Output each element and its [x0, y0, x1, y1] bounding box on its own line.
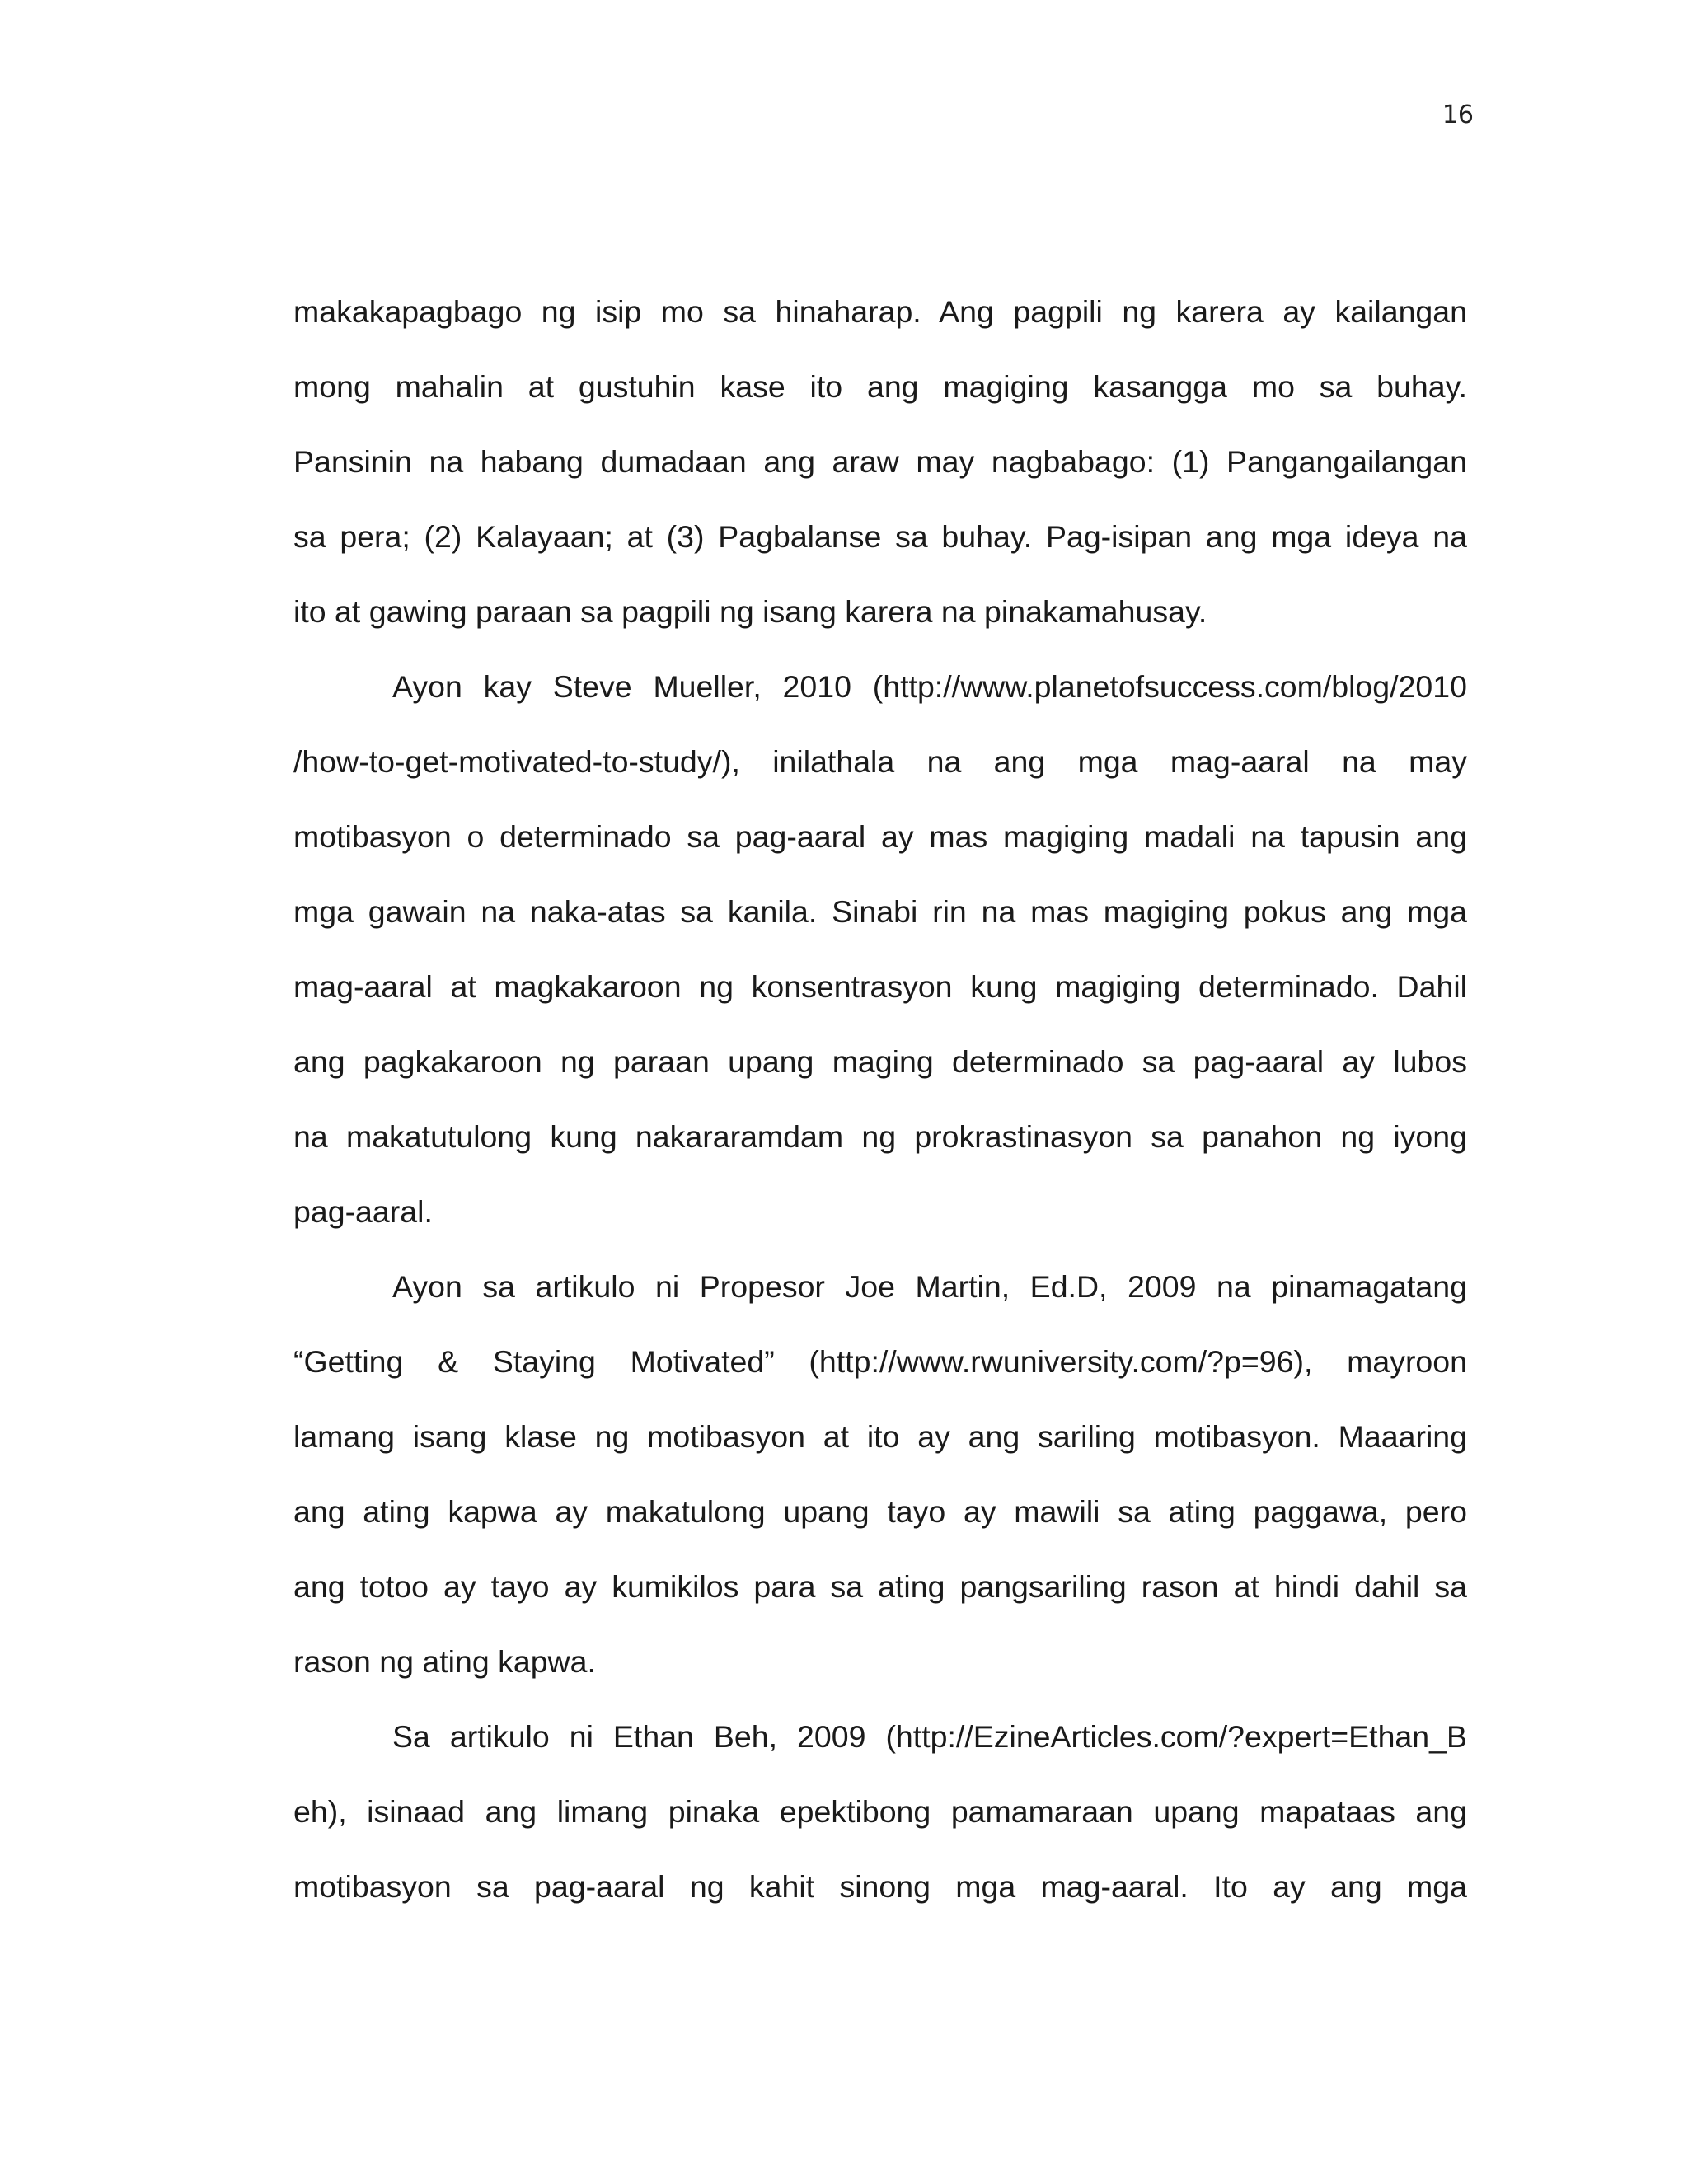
text-line: mga gawain na naka-atas sa kanila. Sinabi rin na mas magiging pokus ang mga [293, 894, 1467, 929]
text-line: na makatutulong kung nakararamdam ng prokrastinasyon sa panahon ng iyong [293, 1119, 1467, 1154]
page-number: 16 [1442, 101, 1474, 129]
text-line: rason ng ating kapwa. [293, 1644, 596, 1679]
text-line: ang pagkakaroon ng paraan upang maging determinado sa pag-aaral ay lubos [293, 1044, 1467, 1079]
text-line: mong mahalin at gustuhin kase ito ang magiging kasangga mo sa buhay. [293, 369, 1467, 404]
text-line: mag-aaral at magkakaroon ng konsentrasyon kung magiging determinado. Dahil [293, 969, 1467, 1004]
text-line: /how-to-get-motivated-to-study/), inilathala na ang mga mag-aaral na may [293, 744, 1467, 779]
text-line: Ayon sa artikulo ni Propesor Joe Martin, Ed.D, 2009 na pinamagatang [392, 1269, 1467, 1304]
text-line: “Getting & Staying Motivated” (http://www.rwuniversity.com/?p=96), mayroon [293, 1344, 1467, 1379]
text-line: motibasyon sa pag-aaral ng kahit sinong mga mag-aaral. Ito ay ang mga [293, 1869, 1467, 1904]
text-line: pag-aaral. [293, 1194, 433, 1229]
text-line: sa pera; (2) Kalayaan; at (3) Pagbalanse sa buhay. Pag-isipan ang mga ideya na [293, 519, 1467, 554]
text-line: Ayon kay Steve Mueller, 2010 (http://www.planetofsuccess.com/blog/2010 [392, 669, 1467, 704]
text-line: Pansinin na habang dumadaan ang araw may nagbabago: (1) Pangangailangan [293, 444, 1467, 479]
body-text [293, 287, 1467, 1937]
text-line: motibasyon o determinado sa pag-aaral ay mas magiging madali na tapusin ang [293, 819, 1467, 854]
text-line: ang ating kapwa ay makatulong upang tayo ay mawili sa ating paggawa, pero [293, 1494, 1467, 1529]
text-line: Sa artikulo ni Ethan Beh, 2009 (http://EzineArticles.com/?expert=Ethan_B [392, 1719, 1467, 1754]
text-line: eh), isinaad ang limang pinaka epektibong pamamaraan upang mapataas ang [293, 1794, 1467, 1829]
text-line: lamang isang klase ng motibasyon at ito ay ang sariling motibasyon. Maaaring [293, 1419, 1467, 1454]
text-line: makakapagbago ng isip mo sa hinaharap. Ang pagpili ng karera ay kailangan [293, 294, 1467, 329]
text-line: ito at gawing paraan sa pagpili ng isang karera na pinakamahusay. [293, 594, 1207, 629]
text-line: ang totoo ay tayo ay kumikilos para sa ating pangsariling rason at hindi dahil sa [293, 1569, 1467, 1604]
